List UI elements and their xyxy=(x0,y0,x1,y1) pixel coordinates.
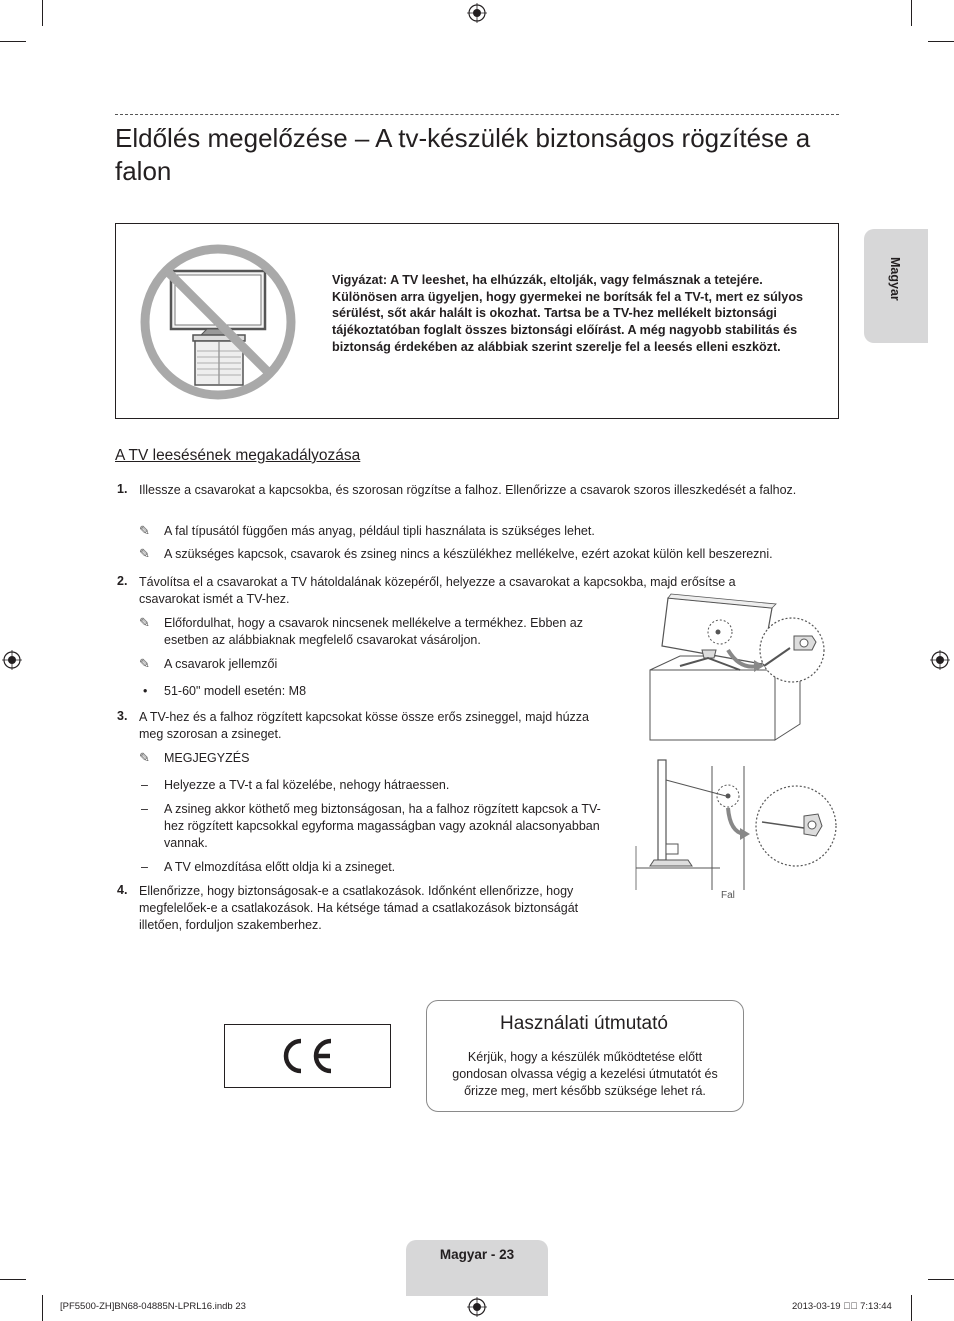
page-number: Magyar - 23 xyxy=(439,1247,515,1262)
note-text: A fal típusától függően más anyag, például tipli használata is szükséges lehet. xyxy=(164,524,595,538)
crop-mark xyxy=(42,1295,43,1321)
crop-mark xyxy=(928,41,954,42)
wall-label: Fal xyxy=(721,890,735,901)
note-text: A csavarok jellemzői xyxy=(164,657,278,671)
step-number: 3. xyxy=(117,709,128,723)
manual-title: Használati útmutató xyxy=(500,1013,668,1034)
warning-text: Vigyázat: A TV leeshet, ha elhúzzák, eltolják, vagy felmásznak a tetejére. Különösen arra ügyeljen, hogy gyermekei ne borítsák fel a TV-t, mert ez súlyos sérülést, sőt akár halált is okozhat. Tartsa be a TV-hez mellékelt biztonsági tájékoztatóban foglalt összes biztonsági előírást. A még nagyobb stabilitás és biztonság érdekében az alábbiak szerint szerelje fel a leesés elleni eszközt. xyxy=(332,273,804,354)
step-text: A TV-hez és a falhoz rögzített kapcsokat kösse össze erős zsineggel, majd húzza meg szorosan a zsineget. xyxy=(139,710,590,741)
step-text: Ellenőrizze, hogy biztonságosak-e a csatlakozások. Időnként ellenőrizze, hogy megfelelőek-e a csatlakozások. Ha kétsége támad a csatlakozások biztonságát illetően, forduljon szakemberhez. xyxy=(139,884,579,932)
footer-file-info: [PF5500-ZH]BN68-04885N-LPRL16.indb 23 xyxy=(60,1301,246,1312)
crop-mark xyxy=(0,41,26,42)
dash-text: A TV elmozdítása előtt oldja ki a zsineget. xyxy=(164,860,396,874)
page-title: Eldőlés megelőzése – A tv-készülék biztonságos rögzítése a falon xyxy=(115,123,811,186)
crop-mark xyxy=(911,1295,912,1321)
title-divider xyxy=(115,114,839,115)
language-tab-label-wrap xyxy=(864,229,928,343)
tv-bracket-figure-icon xyxy=(640,588,840,746)
registration-mark-icon xyxy=(467,1297,487,1317)
step-number: 1. xyxy=(117,482,128,496)
note-pencil-icon: ✎ xyxy=(139,656,150,671)
dash-marker: – xyxy=(141,860,148,874)
note-pencil-icon: ✎ xyxy=(139,523,150,538)
step-number: 4. xyxy=(117,883,128,897)
bullet-marker: • xyxy=(143,684,148,698)
step-text: Illessze a csavarokat a kapcsokba, és szorosan rögzítse a falhoz. Ellenőrizze a csavarok szoros illeszkedését a falhoz. xyxy=(139,483,797,497)
bullet-text: 51-60" modell esetén: M8 xyxy=(164,684,307,698)
note-pencil-icon: ✎ xyxy=(139,546,150,561)
tv-wall-figure-icon xyxy=(632,756,842,892)
no-tv-on-furniture-icon xyxy=(137,241,299,403)
dash-text: Helyezze a TV-t a fal közelébe, nehogy hátraessen. xyxy=(164,778,450,792)
note-text: A szükséges kapcsok, csavarok és zsineg nincs a készülékhez mellékelve, ezért azokat külön kell beszerezni. xyxy=(164,547,773,561)
crop-mark xyxy=(42,0,43,26)
registration-mark-icon xyxy=(2,650,22,670)
ce-mark-icon xyxy=(279,1036,337,1076)
section-heading: A TV leesésének megakadályozása xyxy=(115,447,361,464)
crop-mark xyxy=(928,1279,954,1280)
registration-mark-icon xyxy=(467,3,487,23)
dash-text: A zsineg akkor köthető meg biztonságosan, ha a falhoz rögzített kapcsok a TV-hez rögzített kapcsokkal egyforma magasságban vagy azoknál alacsonyabban vannak. xyxy=(164,802,601,850)
step-text: Távolítsa el a csavarokat a TV hátoldalának közepéről, helyezze a csavarokat a kapcsokba, majd erősítse a csavarokat ismét a TV-hez. xyxy=(139,575,736,606)
note-text: Előfordulhat, hogy a csavarok nincsenek mellékelve a termékhez. Ebben az esetben az alábbiaknak megfelelő csavarokat vásároljon. xyxy=(164,616,583,647)
note-heading: MEGJEGYZÉS xyxy=(164,751,250,765)
note-pencil-icon: ✎ xyxy=(139,615,150,630)
dash-marker: – xyxy=(141,778,148,792)
dash-marker: – xyxy=(141,802,148,816)
language-tab-label: Magyar xyxy=(888,257,902,301)
note-pencil-icon: ✎ xyxy=(139,750,150,765)
step-number: 2. xyxy=(117,574,128,588)
footer-timestamp: 2013-03-19 ￿￿ 7:13:44 xyxy=(792,1301,892,1312)
crop-mark xyxy=(0,1279,26,1280)
registration-mark-icon xyxy=(930,650,950,670)
manual-text: Kérjük, hogy a készülék működtetése előtt gondosan olvassa végig a kezelési útmutatót és őrizze meg, mert később szüksége lehet rá. xyxy=(452,1050,718,1098)
crop-mark xyxy=(911,0,912,26)
